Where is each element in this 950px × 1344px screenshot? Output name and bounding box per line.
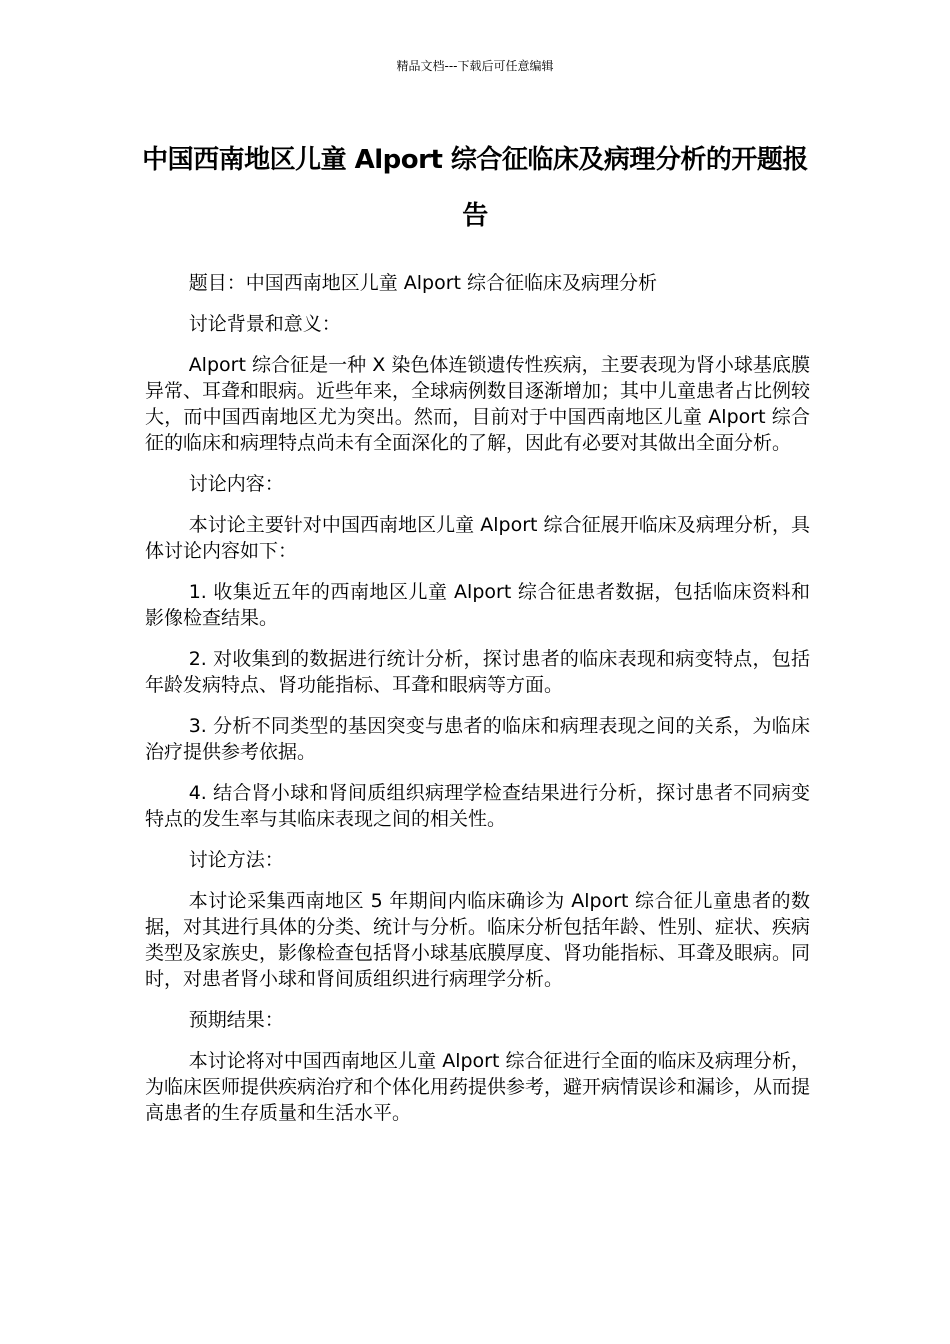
list-item-1: 1. 收集近五年的西南地区儿童 Alport 综合征患者数据，包括临床资料和影像检查结果。 [145,581,810,629]
header-note: 精品文档---下载后可任意编辑 [396,59,554,73]
paragraph-topic: 题目：中国西南地区儿童 Alport 综合征临床及病理分析 [188,272,657,294]
paragraph-background: Alport 综合征是一种 X 染色体连锁遗传性疾病，主要表现为肾小球基底膜异常、耳聋和眼病。近些年来，全球病例数目逐渐增加；其中儿童患者占比例较大，而中国西南地区尤为突出。然而，目前对于中国西南地区儿童 Alport 综合征的临床和病理特点尚未有全面深化的了解，因此有必要对其做出全面分析。 [145,354,811,454]
list-item-3: 3. 分析不同类型的基因突变与患者的临床和病理表现之间的关系，为临床治疗提供参考依据。 [145,715,810,763]
paragraph-content-intro: 本讨论主要针对中国西南地区儿童 Alport 综合征展开临床及病理分析，具体讨论内容如下： [145,514,810,562]
heading-content: 讨论内容： [188,473,284,495]
list-item-4: 4. 结合肾小球和肾间质组织病理学检查结果进行分析，探讨患者不同病变特点的发生率与其临床表现之间的相关性。 [145,782,810,830]
heading-background: 讨论背景和意义： [188,313,341,335]
heading-expected-results: 预期结果： [188,1009,284,1031]
list-item-2: 2. 对收集到的数据进行统计分析，探讨患者的临床表现和病变特点，包括年龄发病特点、肾功能指标、耳聋和眼病等方面。 [145,648,810,696]
document-body [145,270,810,1141]
heading-methods: 讨论方法： [188,849,284,871]
paragraph-methods: 本讨论采集西南地区 5 年期间内临床确诊为 Alport 综合征儿童患者的数据，对其进行具体的分类、统计与分析。临床分析包括年龄、性别、症状、疾病类型及家族史，影像检查包括肾小球基底膜厚度、肾功能指标、耳聋及眼病。同时，对患者肾小球和肾间质组织进行病理学分析。 [145,890,811,990]
document-title: 中国西南地区儿童 Alport 综合征临床及病理分析的开题报告 [142,145,808,231]
paragraph-expected-results: 本讨论将对中国西南地区儿童 Alport 综合征进行全面的临床及病理分析，为临床医师提供疾病治疗和个体化用药提供参考，避开病情误诊和漏诊，从而提高患者的生存质量和生活水平。 [145,1050,811,1124]
